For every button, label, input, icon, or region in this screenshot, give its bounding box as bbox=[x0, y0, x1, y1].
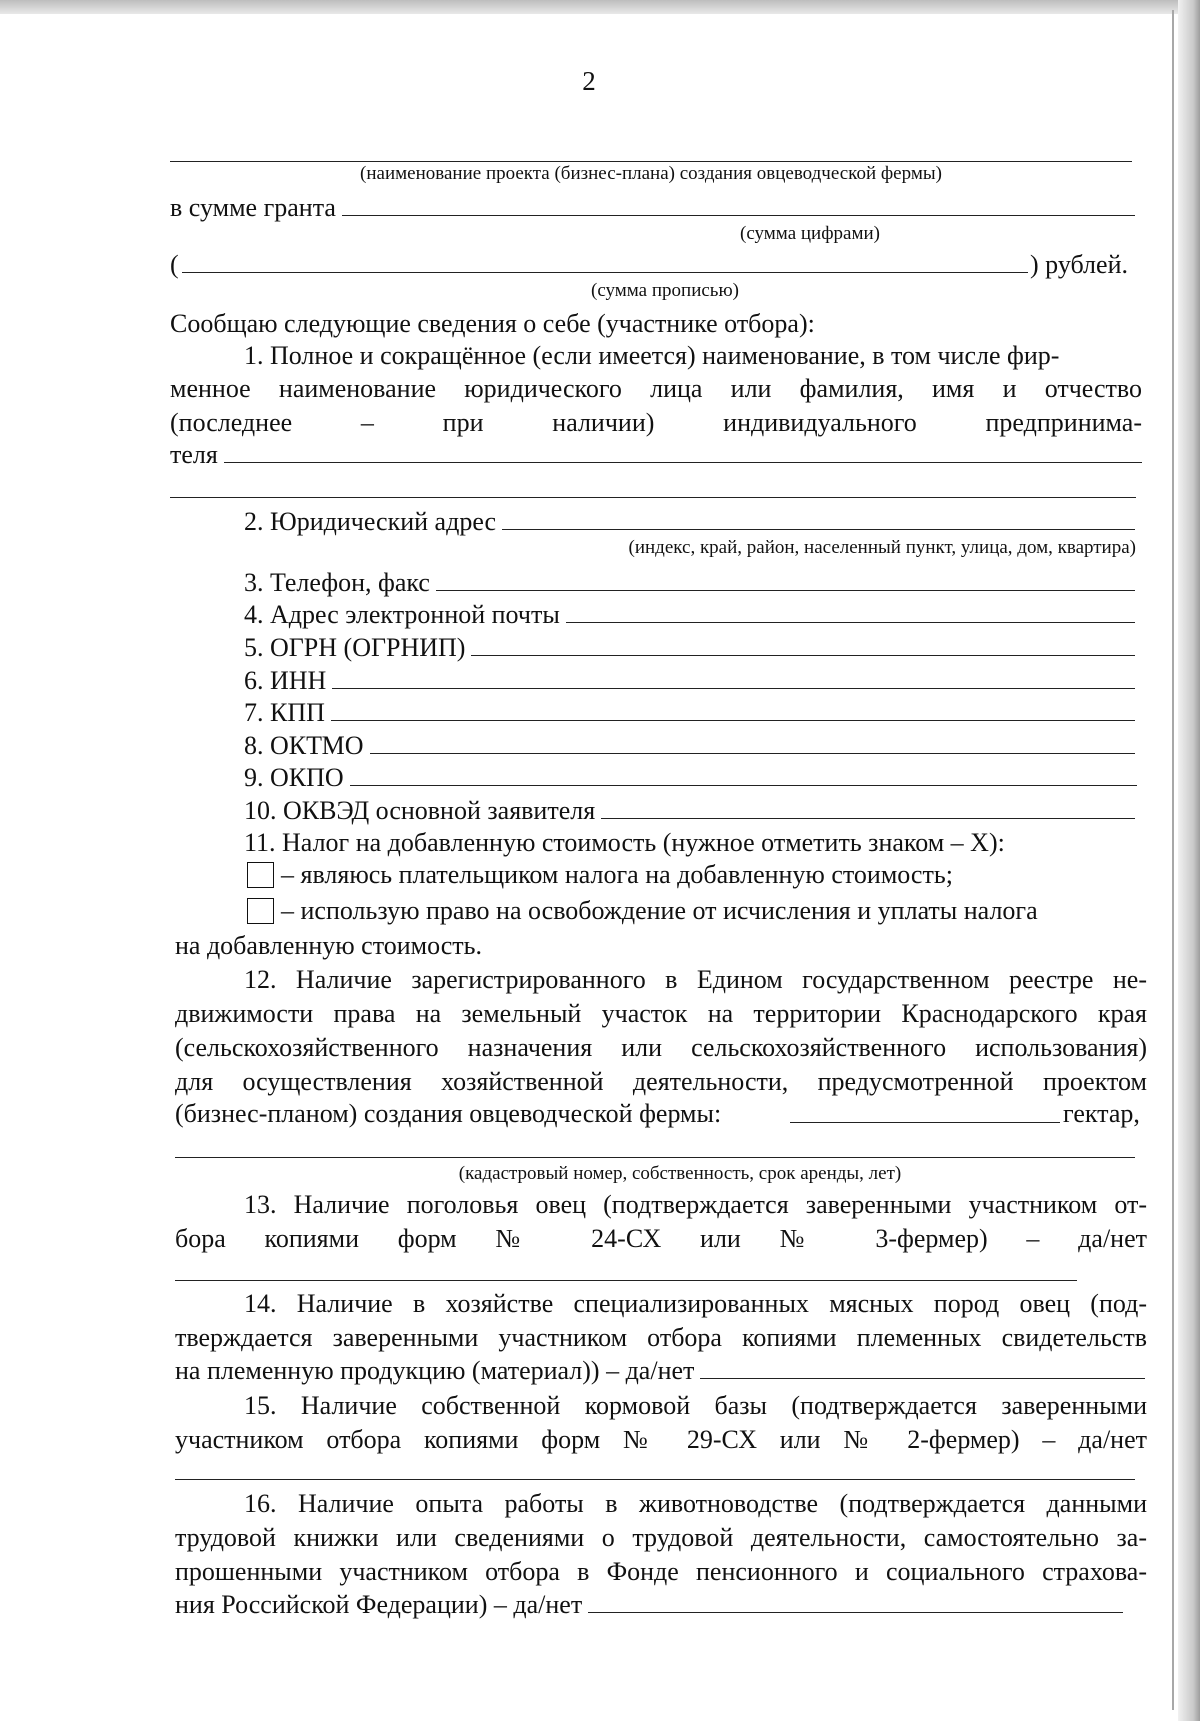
email-label: 4. Адрес электронной почты bbox=[244, 600, 560, 629]
legal-address-label: 2. Юридический адрес bbox=[244, 507, 497, 536]
grant-sum-digits-field[interactable] bbox=[342, 193, 1135, 216]
page-number: 2 bbox=[582, 66, 596, 96]
oktmo-field[interactable] bbox=[370, 731, 1135, 754]
ogrn-field[interactable] bbox=[471, 633, 1135, 656]
item14-line3: на племенную продукцию (материал)) – да/нет bbox=[175, 1356, 695, 1385]
sum-words-caption: (сумма прописью) bbox=[591, 280, 739, 301]
open-paren: ( bbox=[170, 250, 179, 279]
intro-text: Сообщаю следующие сведения о себе (участнике отбора): bbox=[170, 309, 815, 338]
feed-base-field[interactable] bbox=[175, 1479, 1135, 1480]
oktmo-label: 8. ОКТМО bbox=[244, 731, 364, 760]
email-field[interactable] bbox=[566, 600, 1135, 623]
okved-label: 10. ОКВЭД основной заявителя bbox=[244, 796, 596, 825]
grant-sum-row bbox=[170, 193, 1135, 223]
land-details-caption: (кадастровый номер, собственность, срок аренды, лет) bbox=[458, 1163, 902, 1184]
grant-sum-words-field[interactable] bbox=[182, 272, 1028, 273]
item12-line2: движимости права на земельный участок на территории Краснодарского края bbox=[175, 999, 1147, 1028]
ogrn-row bbox=[244, 633, 1135, 663]
okved-field[interactable] bbox=[601, 796, 1135, 819]
phone-fax-field[interactable] bbox=[436, 568, 1135, 591]
kpp-label: 7. КПП bbox=[244, 698, 325, 727]
item15-line2: участником отбора копиями форм № 29-СХ или № 2-фермер) – да/нет bbox=[175, 1425, 1147, 1454]
item13-line1: 13. Наличие поголовья овец (подтверждается заверенными участником от- bbox=[244, 1190, 1147, 1219]
okpo-field[interactable] bbox=[350, 763, 1137, 786]
vat-payer-checkbox[interactable] bbox=[247, 862, 274, 888]
land-details-field[interactable] bbox=[175, 1157, 1135, 1158]
legal-address-field[interactable] bbox=[502, 507, 1135, 530]
vat-exempt-text-cont: на добавленную стоимость. bbox=[175, 931, 482, 960]
item13-line2: бора копиями форм № 24-СХ или № 3-фермер) – да/нет bbox=[175, 1224, 1147, 1253]
grant-label: в сумме гранта bbox=[170, 193, 336, 222]
project-caption: (наименование проекта (бизнес-плана) создания овцеводческой фермы) bbox=[360, 163, 942, 184]
livestock-experience-field[interactable] bbox=[588, 1590, 1123, 1613]
legal-address-row bbox=[244, 507, 1135, 537]
item1-line3: (последнее – при наличии) индивидуального предпринима- bbox=[170, 408, 1142, 437]
oktmo-row bbox=[244, 731, 1135, 761]
item12-line5-end: гектар, bbox=[1063, 1099, 1140, 1128]
project-name-line[interactable] bbox=[170, 161, 1132, 162]
item12-line1: 12. Наличие зарегистрированного в Едином государственном реестре не- bbox=[244, 965, 1147, 994]
scan-right-edge bbox=[1178, 0, 1200, 1721]
item12-line4: для осуществления хозяйственной деятельности, предусмотренной проектом bbox=[175, 1067, 1147, 1096]
vat-payer-text: – являюсь плательщиком налога на добавленную стоимость; bbox=[281, 860, 953, 889]
phone-fax-row bbox=[244, 568, 1135, 598]
item14-line1: 14. Наличие в хозяйстве специализированных мясных пород овец (под- bbox=[244, 1289, 1147, 1318]
applicant-name-field-2[interactable] bbox=[170, 497, 1136, 498]
inn-field[interactable] bbox=[332, 666, 1135, 689]
inn-label: 6. ИНН bbox=[244, 666, 327, 695]
okved-row bbox=[244, 796, 1135, 826]
meat-breeds-field[interactable] bbox=[700, 1356, 1145, 1379]
sum-digits-caption: (сумма цифрами) bbox=[740, 223, 880, 244]
vat-label: 11. Налог на добавленную стоимость (нужное отметить знаком – X): bbox=[244, 828, 1005, 857]
item14-line2: тверждается заверенными участником отбора копиями племенных свидетельств bbox=[175, 1323, 1147, 1352]
item12-line5-start: (бизнес-планом) создания овцеводческой фермы: bbox=[175, 1099, 722, 1128]
item16-line3: прошенными участником отбора в Фонде пенсионного и социального страхова- bbox=[175, 1557, 1147, 1586]
ogrn-label: 5. ОГРН (ОГРНИП) bbox=[244, 633, 466, 662]
item16-line1: 16. Наличие опыта работы в животноводстве (подтверждается данными bbox=[244, 1489, 1147, 1518]
inn-row bbox=[244, 666, 1135, 696]
item16-line4: ния Российской Федерации) – да/нет bbox=[175, 1590, 583, 1619]
vat-exempt-checkbox[interactable] bbox=[247, 898, 274, 924]
email-row bbox=[244, 600, 1135, 630]
item15-line1: 15. Наличие собственной кормовой базы (подтверждается заверенными bbox=[244, 1391, 1147, 1420]
item1-line1: 1. Полное и сокращённое (если имеется) наименование, в том числе фир- bbox=[244, 341, 1060, 370]
kpp-row bbox=[244, 698, 1135, 728]
sheep-stock-field[interactable] bbox=[175, 1280, 1077, 1281]
vat-exempt-text: – использую право на освобождение от исчисления и уплаты налога bbox=[281, 896, 1038, 925]
legal-address-caption: (индекс, край, район, населенный пункт, улица, дом, квартира) bbox=[628, 537, 1136, 558]
okpo-row bbox=[244, 763, 1137, 793]
item1-line2: менное наименование юридического лица или фамилия, имя и отчество bbox=[170, 374, 1142, 403]
kpp-field[interactable] bbox=[331, 698, 1135, 721]
item1-name-row bbox=[170, 440, 1142, 470]
item16-answer-row bbox=[175, 1590, 1123, 1620]
item14-answer-row bbox=[175, 1356, 1145, 1386]
land-area-field[interactable] bbox=[790, 1122, 1060, 1123]
item12-line3: (сельскохозяйственного назначения или сельскохозяйственного использования) bbox=[175, 1033, 1147, 1062]
phone-fax-label: 3. Телефон, факс bbox=[244, 568, 430, 597]
rub-suffix: ) рублей. bbox=[1030, 250, 1128, 279]
applicant-name-field[interactable] bbox=[224, 440, 1142, 463]
item16-line2: трудовой книжки или сведениями о трудовой деятельности, самостоятельно за- bbox=[175, 1523, 1147, 1552]
okpo-label: 9. ОКПО bbox=[244, 763, 344, 792]
item1-line4: теля bbox=[170, 440, 218, 469]
